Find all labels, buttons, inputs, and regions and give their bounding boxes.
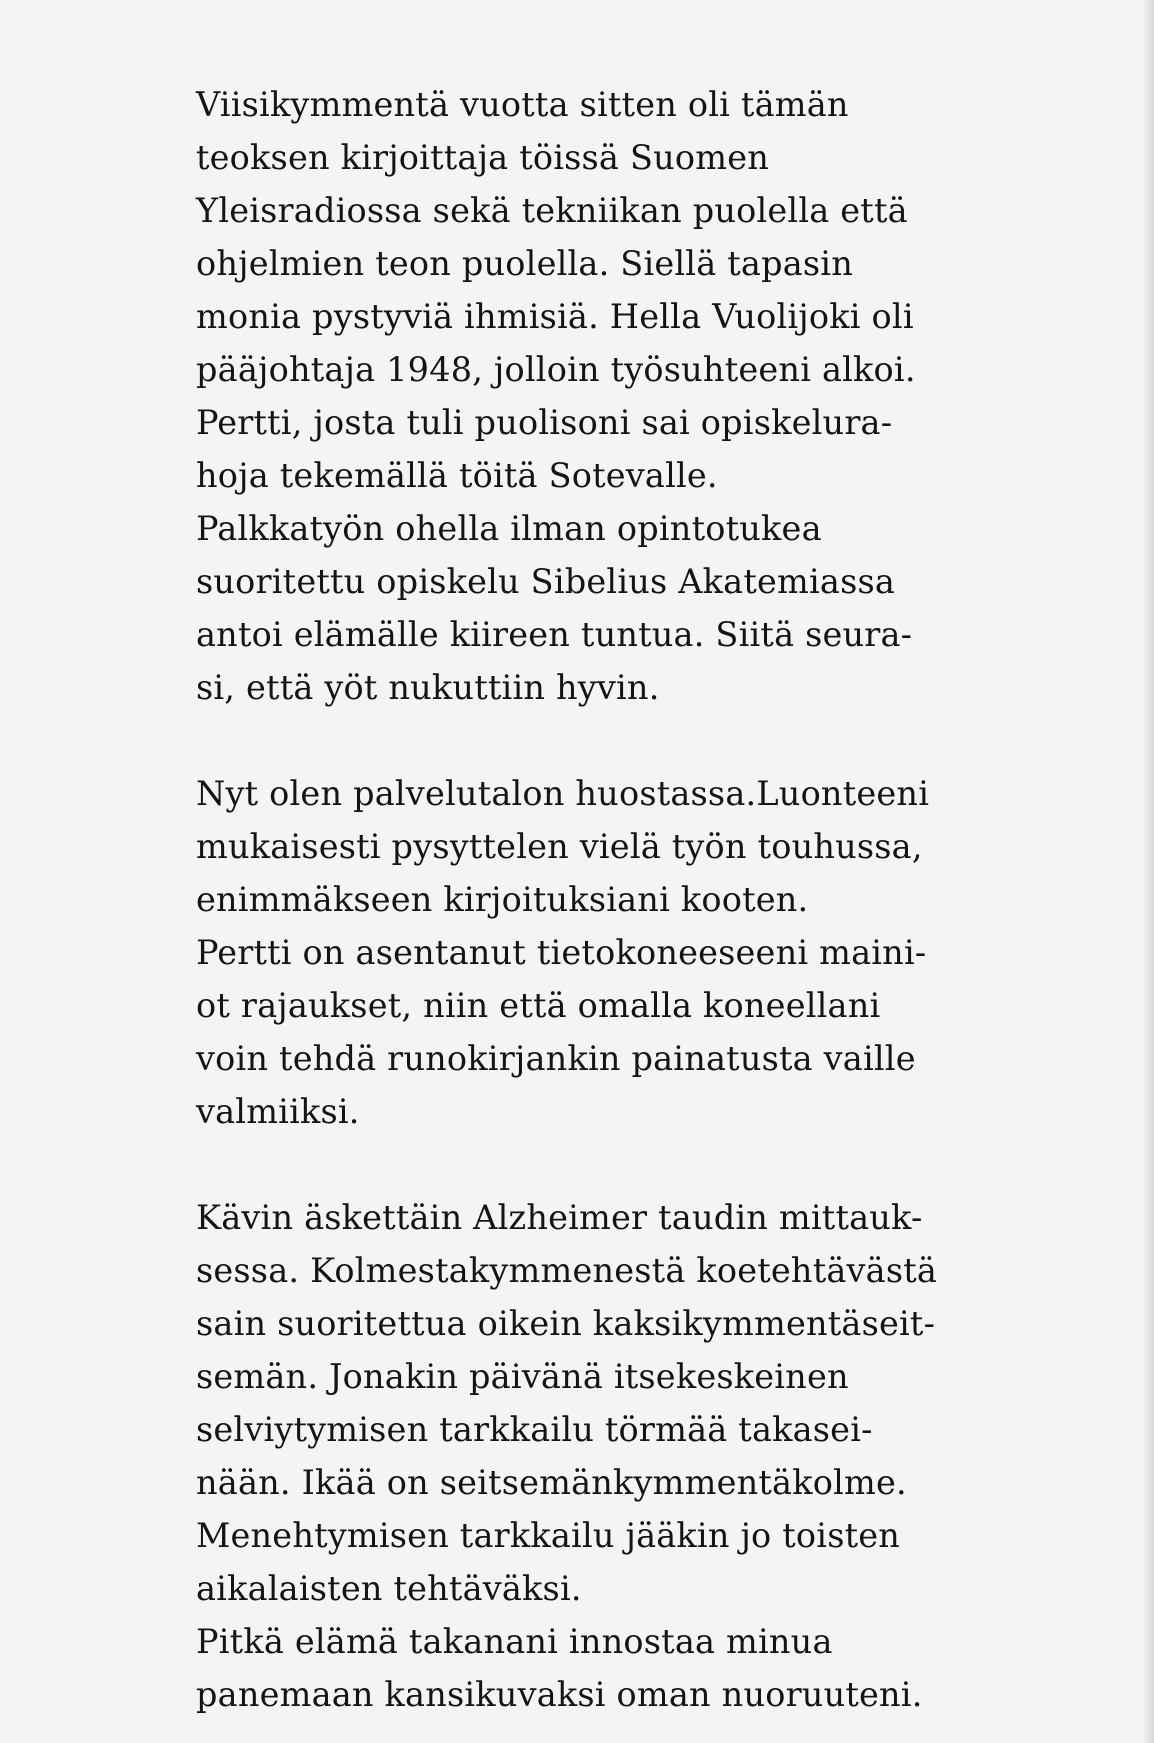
- text-line: sessa. Kolmestakymmenestä koetehtävästä: [196, 1251, 938, 1290]
- text-line: teoksen kirjoittaja töissä Suomen: [196, 138, 770, 177]
- body-text: [196, 78, 1046, 1721]
- text-line: selviytymisen tarkkailu törmää takasei-: [196, 1410, 873, 1449]
- text-line: Nyt olen palvelutalon huostassa.Luonteeni: [196, 774, 930, 813]
- text-line: Kävin äskettäin Alzheimer taudin mittauk-: [196, 1198, 923, 1237]
- text-line: sain suoritettua oikein kaksikymmentäseit-: [196, 1304, 936, 1343]
- page-edge-shadow: [1144, 0, 1154, 1743]
- text-line: Viisikymmentä vuotta sitten oli tämän: [196, 85, 849, 124]
- text-line: valmiiksi.: [196, 1092, 360, 1131]
- text-line: antoi elämälle kiireen tuntua. Siitä seura-: [196, 615, 913, 654]
- paragraph-gap: [196, 1138, 1046, 1191]
- text-line: Yleisradiossa sekä tekniikan puolella että: [196, 191, 908, 230]
- text-line: suoritettu opiskelu Sibelius Akatemiassa: [196, 562, 896, 601]
- text-line: aikalaisten tehtäväksi.: [196, 1569, 582, 1608]
- text-line: monia pystyviä ihmisiä. Hella Vuolijoki oli: [196, 297, 914, 336]
- text-line: Pitkä elämä takanani innostaa minua: [196, 1622, 833, 1661]
- text-line: semän. Jonakin päivänä itsekeskeinen: [196, 1357, 849, 1396]
- text-line: ot rajaukset, niin että omalla koneellani: [196, 986, 881, 1025]
- text-line: pääjohtaja 1948, jolloin työsuhteeni alkoi.: [196, 350, 916, 389]
- text-line: voin tehdä runokirjankin painatusta vaille: [196, 1039, 916, 1078]
- text-line: Menehtymisen tarkkailu jääkin jo toisten: [196, 1516, 901, 1555]
- paragraph-1: [196, 78, 1046, 714]
- text-line: Pertti on asentanut tietokoneeseeni maini-: [196, 933, 927, 972]
- text-line: ohjelmien teon puolella. Siellä tapasin: [196, 244, 853, 283]
- text-line: panemaan kansikuvaksi oman nuoruuteni.: [196, 1675, 923, 1714]
- text-line: hoja tekemällä töitä Sotevalle.: [196, 456, 718, 495]
- text-line: si, että yöt nukuttiin hyvin.: [196, 668, 660, 707]
- text-line: Pertti, josta tuli puolisoni sai opiskelura-: [196, 403, 893, 442]
- text-line: Palkkatyön ohella ilman opintotukea: [196, 509, 822, 548]
- text-line: enimmäkseen kirjoituksiani kooten.: [196, 880, 809, 919]
- paragraph-gap: [196, 714, 1046, 767]
- text-line: nään. Ikää on seitsemänkymmentäkolme.: [196, 1463, 907, 1502]
- text-line: mukaisesti pysyttelen vielä työn touhussa,: [196, 827, 923, 866]
- paragraph-2: [196, 767, 1046, 1138]
- paragraph-3: [196, 1191, 1046, 1721]
